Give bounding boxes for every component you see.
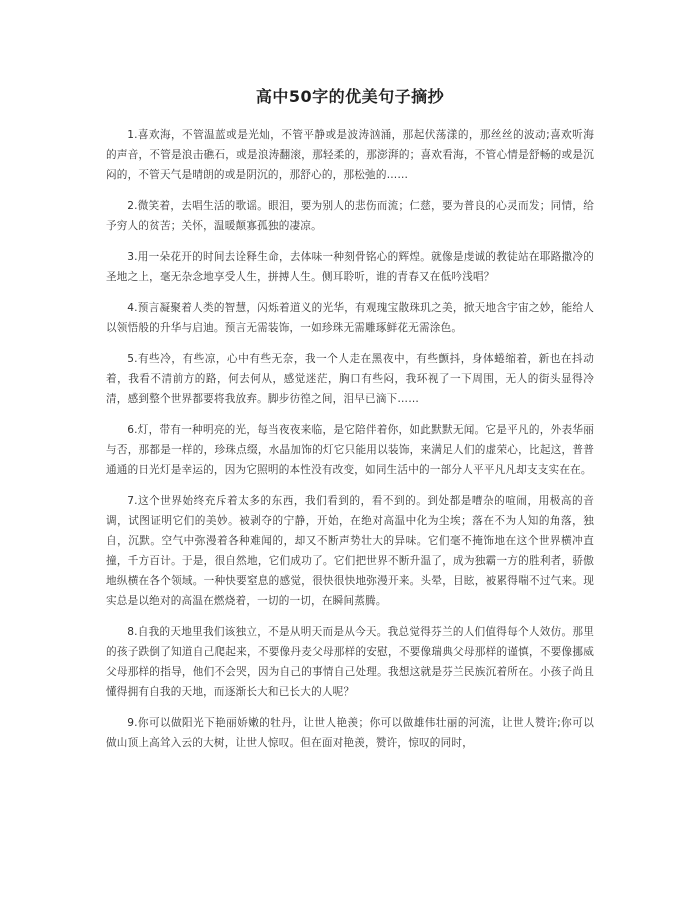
paragraph-4: 4.预言凝聚着人类的智慧，闪烁着道义的光华，有观瑰宝散珠玑之美，掀天地含宇宙之妙，能给人以领悟般的升华与启迪。预言无需装饰，一如珍珠无需雕琢鲜花无需涂色。 [106, 302, 594, 334]
paragraph-8: 8.自我的天地里我们该独立，不是从明天而是从今天。我总觉得芬兰的人们值得每个人效仿。那里的孩子跌倒了知道自己爬起来，不要像丹麦父母那样的安慰，不要像瑞典父母那样的谨慎，不要像挪威父母那样的指导，他们不会哭，因为自己的事情自己处理。我想这就是芬兰民族沉着所在。小孩子尚且懂得拥有自我的天地，而逐渐长大和已长大的人呢？ [106, 626, 594, 698]
paragraph-1: 1.喜欢海，不管温蓝或是光灿，不管平静或是波涛汹涌，那起伏荡漾的，那丝丝的波动;喜欢听海的声音，不管是浪击礁石，或是浪涛翻滚，那轻柔的，那澎湃的；喜欢看海，不管心情是舒畅的或是沉闷的，不管天气是晴朗的或是阴沉的，那舒心的，那松弛的…… [106, 129, 594, 181]
paragraph-2: 2.微笑着，去唱生活的歌谣。眼泪，要为别人的悲伤而流；仁慈，要为普良的心灵而发；同情，给予穷人的贫苦；关怀，温暖颠寡孤独的凄凉。 [106, 200, 594, 232]
paragraph-9: 9.你可以做阳光下艳丽娇嫩的牡丹，让世人艳羡；你可以做雄伟壮丽的河流，让世人赞许;你可以做山顶上高耸入云的大树，让世人惊叹。但在面对艳羡，赞许，惊叹的同时， [106, 717, 594, 749]
paragraph-6: 6.灯，带有一种明亮的光，每当夜夜来临，是它陪伴着你，如此默默无闻。它是平凡的，外表华丽与否，那都是一样的，珍珠点缀，水晶加饰的灯它只能用以装饰，来满足人们的虚荣心，比起这，普普通通的日光灯是幸运的，因为它照明的本性没有改变，如同生活中的一部分人平平凡凡却支支实在在。 [106, 424, 594, 476]
paragraph-3: 3.用一朵花开的时间去诠释生命，去体味一种刻骨铭心的辉煌。就像是虔诚的教徒站在耶路撒冷的圣地之上，毫无杂念地享受人生，拼搏人生。侧耳聆听，谁的青春又在低吟浅唱？ [106, 251, 594, 283]
paragraph-5: 5.有些冷，有些凉，心中有些无奈，我一个人走在黑夜中，有些颤抖，身体蜷缩着，新也在抖动着，我看不清前方的路，何去何从，感觉迷茫，胸口有些闷，我环视了一下周围，无人的街头显得冷清，感到整个世界都要将我放弃。脚步彷徨之间，泪早已滴下…… [106, 353, 594, 405]
paragraph-7: 7.这个世界始终充斥着太多的东西，我们看到的，看不到的。到处都是嘈杂的喧闹，用极高的音调，试图证明它们的美妙。被剥夺的宁静，开始，在绝对高温中化为尘埃；落在不为人知的角落，独自，沉默。空气中弥漫着各种难闻的，却又不断声势壮大的异味。它们毫不掩饰地在这个世界横冲直撞，千方百计。于是，很自然地，它们成功了。它们把世界不断升温了，成为独霸一方的胜利者，骄傲地纵横在各个领域。一种快要窒息的感觉，很快很快地弥漫开来。头晕，目眩，被累得喘不过气来。现实总是以绝对的高温在燃烧着，一切的一切，在瞬间蒸腾。 [106, 495, 594, 607]
document-title: 高中50字的优美句子摘抄 [255, 87, 445, 106]
